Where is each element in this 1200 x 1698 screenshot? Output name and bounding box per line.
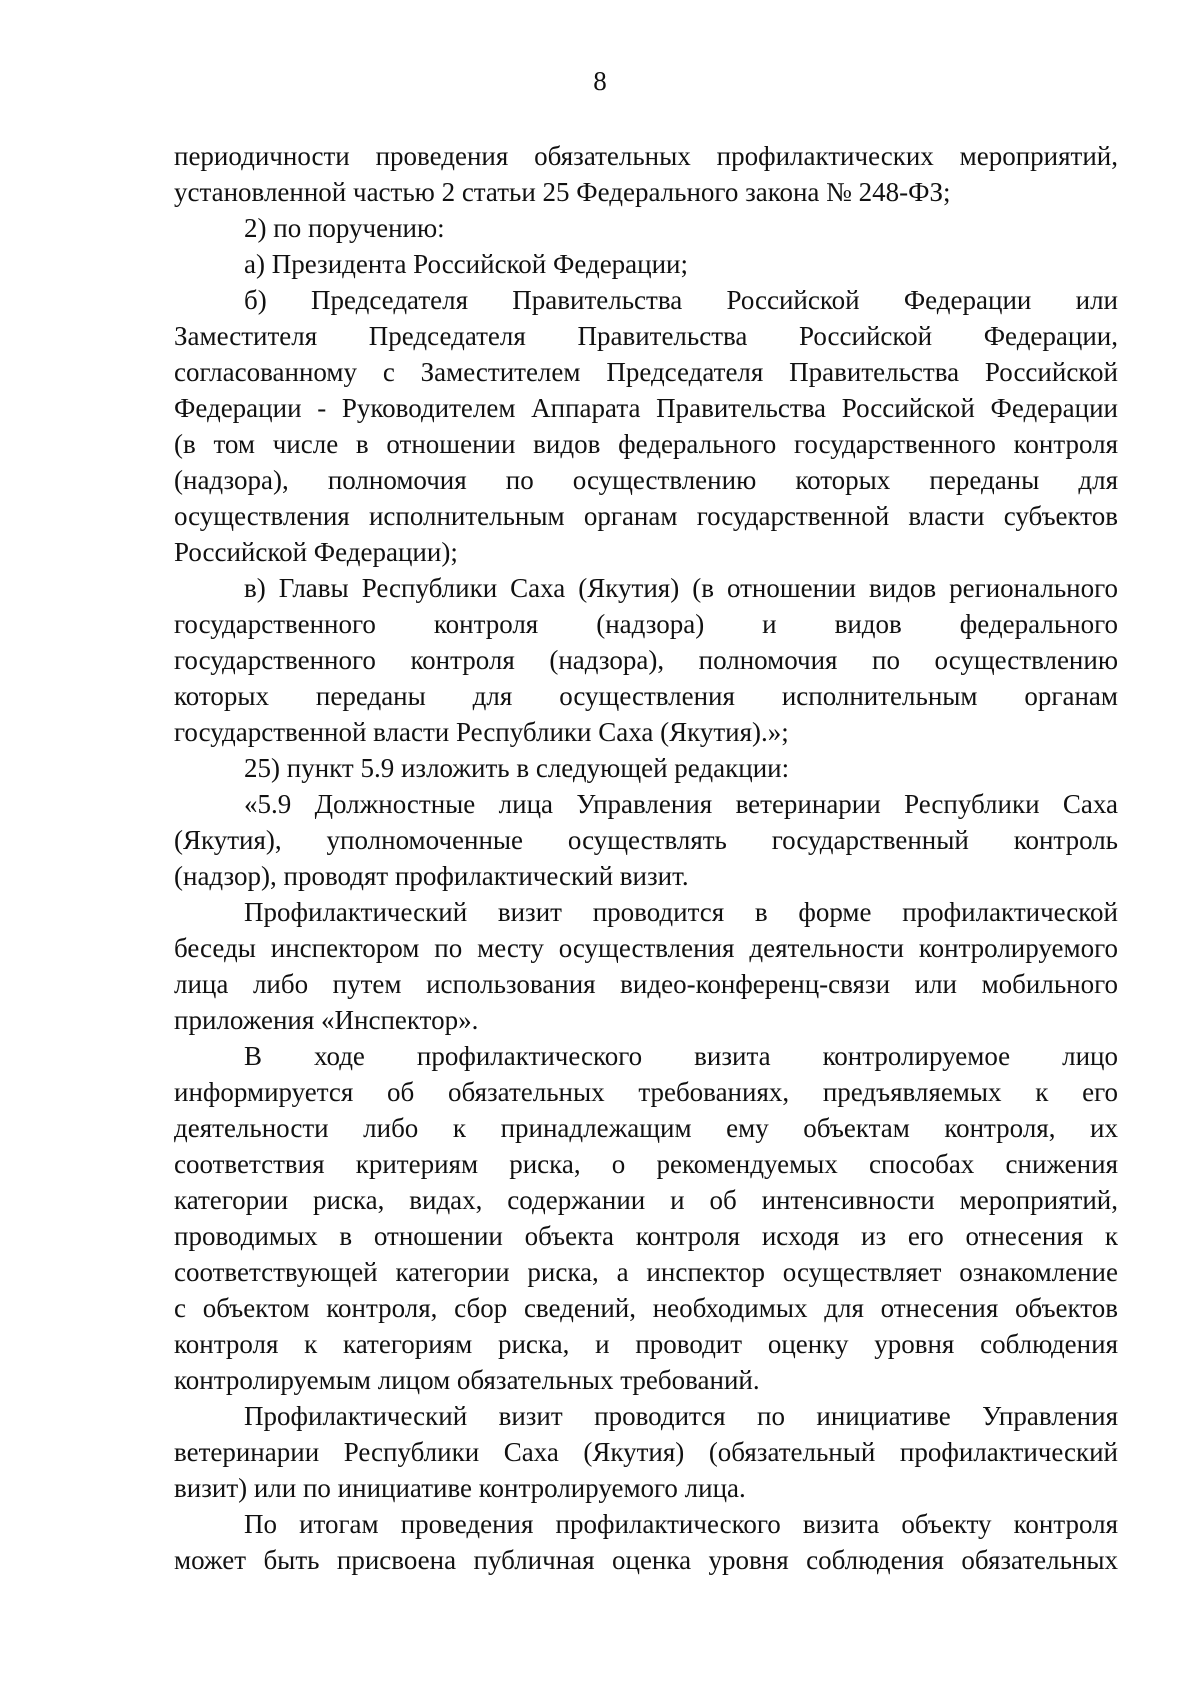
- text-line: осуществления исполнительным органам государственной власти субъектов: [174, 501, 1118, 531]
- text-line: Профилактический визит проводится в форме профилактической: [244, 897, 1118, 927]
- text-line: ветеринарии Республики Саха (Якутия) (обязательный профилактический: [174, 1437, 1118, 1467]
- text-line: государственного контроля (надзора), полномочия по осуществлению: [174, 645, 1118, 675]
- text-line: соответствующей категории риска, а инспектор осуществляет ознакомление: [174, 1257, 1118, 1287]
- text-line: (надзор), проводят профилактический визит.: [174, 861, 689, 891]
- text-line: Заместителя Председателя Правительства Российской Федерации,: [174, 321, 1118, 351]
- text-line: контролируемым лицом обязательных требований.: [174, 1365, 760, 1395]
- text-line: В ходе профилактического визита контролируемое лицо: [244, 1041, 1118, 1071]
- text-line: проводимых в отношении объекта контроля исходя из его отнесения к: [174, 1221, 1118, 1251]
- text-line: деятельности либо к принадлежащим ему объектам контроля, их: [174, 1113, 1118, 1143]
- text-line: соответствия критериям риска, о рекомендуемых способах снижения: [174, 1149, 1118, 1179]
- text-line: согласованному с Заместителем Председателя Правительства Российской: [174, 357, 1118, 387]
- body-text: [174, 138, 1118, 1578]
- text-line: а) Президента Российской Федерации;: [244, 249, 689, 279]
- text-line: Профилактический визит проводится по инициативе Управления: [244, 1401, 1118, 1431]
- text-line: 25) пункт 5.9 изложить в следующей редакции:: [244, 753, 790, 783]
- page-number: 8: [593, 66, 607, 96]
- text-line: которых переданы для осуществления исполнительным органам: [174, 681, 1118, 711]
- text-line: периодичности проведения обязательных профилактических мероприятий,: [174, 141, 1118, 171]
- text-line: приложения «Инспектор».: [174, 1005, 479, 1035]
- text-line: (в том числе в отношении видов федерального государственного контроля: [174, 429, 1118, 459]
- text-line: 2) по поручению:: [244, 213, 445, 243]
- text-line: беседы инспектором по месту осуществления деятельности контролируемого: [174, 933, 1118, 963]
- text-line: По итогам проведения профилактического визита объекту контроля: [244, 1509, 1118, 1539]
- text-line: лица либо путем использования видео-конференц-связи или мобильного: [174, 969, 1118, 999]
- text-line: государственного контроля (надзора) и видов федерального: [174, 609, 1118, 639]
- text-line: государственной власти Республики Саха (Якутия).»;: [174, 717, 789, 747]
- text-line: Федерации - Руководителем Аппарата Правительства Российской Федерации: [174, 393, 1118, 423]
- text-line: б) Председателя Правительства Российской Федерации или: [244, 285, 1118, 315]
- text-line: «5.9 Должностные лица Управления ветеринарии Республики Саха: [244, 789, 1118, 819]
- text-line: установленной частью 2 статьи 25 Федерального закона № 248-ФЗ;: [174, 177, 951, 207]
- text-line: может быть присвоена публичная оценка уровня соблюдения обязательных: [174, 1545, 1118, 1575]
- text-line: (надзора), полномочия по осуществлению которых переданы для: [174, 465, 1118, 495]
- text-line: в) Главы Республики Саха (Якутия) (в отношении видов регионального: [244, 573, 1118, 603]
- text-line: Российской Федерации);: [174, 537, 458, 567]
- text-line: визит) или по инициативе контролируемого лица.: [174, 1473, 746, 1503]
- text-line: контроля к категориям риска, и проводит оценку уровня соблюдения: [174, 1329, 1118, 1359]
- text-line: (Якутия), уполномоченные осуществлять государственный контроль: [174, 825, 1118, 855]
- text-line: информируется об обязательных требованиях, предъявляемых к его: [174, 1077, 1118, 1107]
- text-line: с объектом контроля, сбор сведений, необходимых для отнесения объектов: [174, 1293, 1118, 1323]
- text-line: категории риска, видах, содержании и об интенсивности мероприятий,: [174, 1185, 1118, 1215]
